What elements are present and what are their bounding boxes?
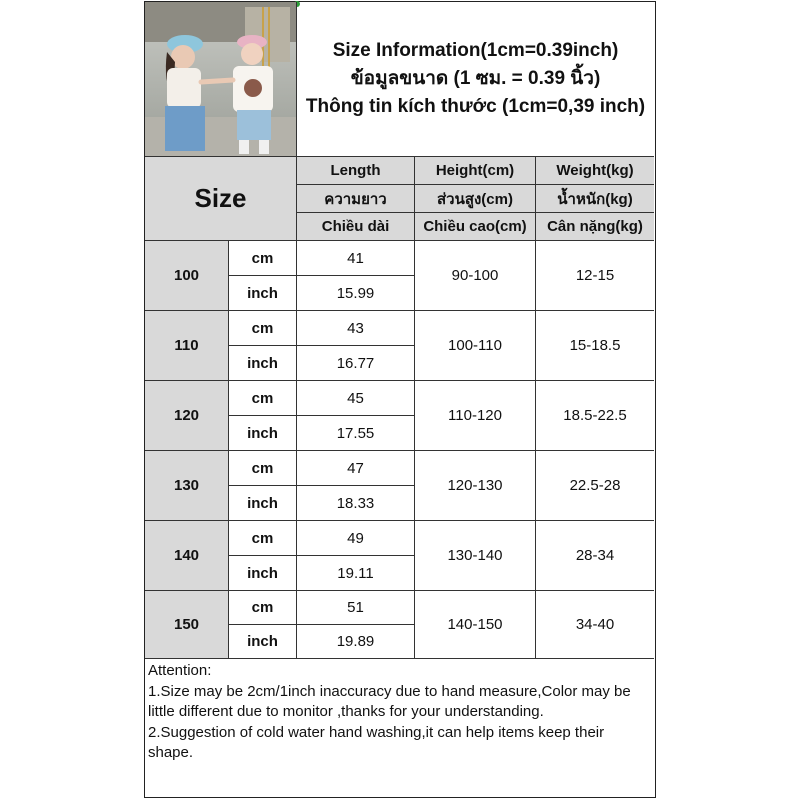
length-inch-cell: 16.77 [297,346,415,381]
attention-notes [145,659,654,797]
unit-cm: cm [229,591,297,625]
weight-cell: 28-34 [536,521,654,591]
unit-inch: inch [229,556,297,591]
product-photo [145,2,297,157]
height-cell: 100-110 [415,311,536,381]
height-cell: 90-100 [415,241,536,311]
notes-heading: Attention: [148,662,212,679]
length-inch-cell: 19.89 [297,625,415,659]
weight-cell: 12-15 [536,241,654,311]
length-cm-cell: 41 [297,241,415,276]
weight-header-vi: Cân nặng(kg) [536,213,654,241]
size-header: Size [145,157,297,241]
length-header-en: Length [297,157,415,185]
length-inch-cell: 15.99 [297,276,415,311]
size-cell: 140 [145,521,229,591]
length-inch-cell: 19.11 [297,556,415,591]
note-item: 1.Size may be 2cm/1inch inaccuracy due to hand measure,Color may be little different due to monitor ,thanks for your understanding. [148,682,631,720]
size-cell: 150 [145,591,229,659]
height-cell: 110-120 [415,381,536,451]
unit-cm: cm [229,381,297,416]
height-cell: 140-150 [415,591,536,659]
height-cell: 130-140 [415,521,536,591]
unit-inch: inch [229,625,297,659]
height-header-vi: Chiều cao(cm) [415,213,536,241]
size-chart-sheet [144,1,656,798]
title-thai: ข้อมูลขนาด (1 ซม. = 0.39 นิ้ว) [350,68,601,89]
weight-header-th: น้ำหนัก(kg) [536,185,654,213]
size-cell: 130 [145,451,229,521]
weight-cell: 34-40 [536,591,654,659]
length-inch-cell: 18.33 [297,486,415,521]
size-cell: 100 [145,241,229,311]
weight-header-en: Weight(kg) [536,157,654,185]
height-header-th: ส่วนสูง(cm) [415,185,536,213]
weight-cell: 18.5-22.5 [536,381,654,451]
height-header-en: Height(cm) [415,157,536,185]
length-header-th: ความยาว [297,185,415,213]
length-inch-cell: 17.55 [297,416,415,451]
size-cell: 120 [145,381,229,451]
unit-inch: inch [229,276,297,311]
length-cm-cell: 47 [297,451,415,486]
unit-cm: cm [229,451,297,486]
title-vietnamese: Thông tin kích thước (1cm=0,39 inch) [305,96,646,117]
height-cell: 120-130 [415,451,536,521]
title-block [297,2,654,157]
unit-inch: inch [229,486,297,521]
length-cm-cell: 45 [297,381,415,416]
unit-inch: inch [229,346,297,381]
unit-inch: inch [229,416,297,451]
length-cm-cell: 49 [297,521,415,556]
weight-cell: 22.5-28 [536,451,654,521]
note-item: 2.Suggestion of cold water hand washing,it can help items keep their shape. [148,723,605,761]
unit-cm: cm [229,521,297,556]
length-cm-cell: 51 [297,591,415,625]
unit-cm: cm [229,241,297,276]
length-cm-cell: 43 [297,311,415,346]
weight-cell: 15-18.5 [536,311,654,381]
length-header-vi: Chiều dài [297,213,415,241]
unit-cm: cm [229,311,297,346]
size-cell: 110 [145,311,229,381]
title-english: Size Information(1cm=0.39inch) [332,40,619,61]
